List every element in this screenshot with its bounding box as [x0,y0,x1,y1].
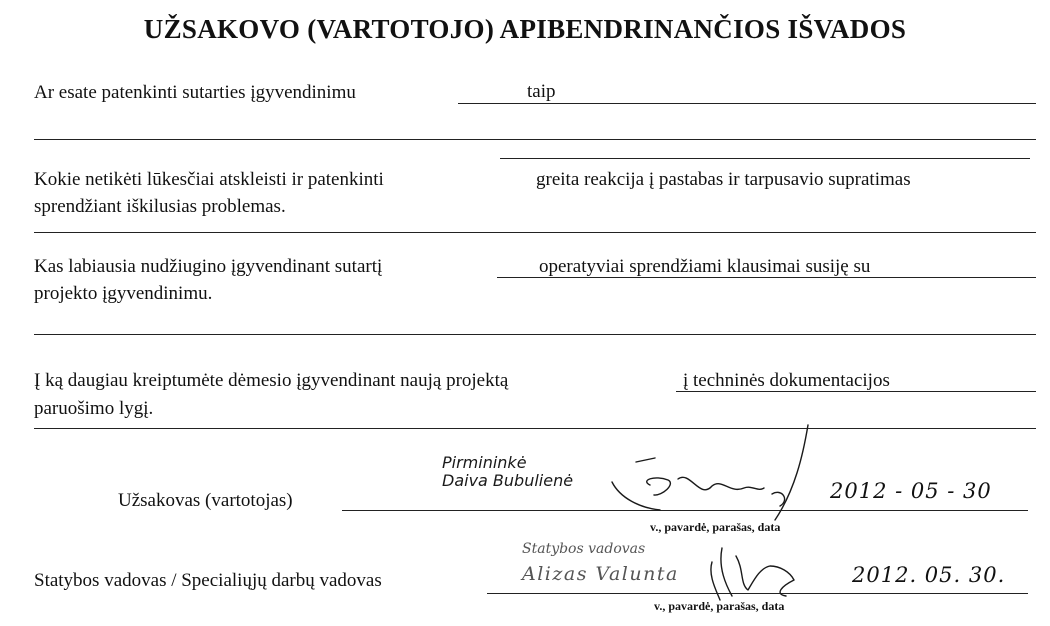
sig2-stamp-name: Alizas Valunta [522,563,679,585]
q3-label-line1: Kas labiausia nudžiugino įgyvendinant sutartį [34,256,383,277]
sig2-caption: v., pavardė, parašas, data [654,599,785,613]
sig1-stamp-role: Pirmininkė [442,453,527,472]
q1-label: Ar esate patenkinti sutarties įgyvendinimu [34,82,356,103]
sig2-date: 2012. 05. 30. [852,563,1006,587]
q2-label-line2: sprendžiant iškilusias problemas. [34,196,286,217]
sig1-caption: v., pavardė, parašas, data [650,520,781,534]
sig2-stamp-role: Statybos vadovas [522,541,646,557]
q2-answer: greita reakcija į pastabas ir tarpusavio supratimas [536,169,911,190]
q3-label-line2: projekto įgyvendinimu. [34,283,213,304]
q3-answer: operatyviai sprendžiami klausimai susiję su [539,256,871,277]
q4-label-line1: Į ką daugiau kreiptumėte dėmesio įgyvendinant naują projektą [34,370,509,391]
sig1-label: Užsakovas (vartotojas) [118,490,293,511]
page-title: UŽSAKOVO (VARTOTOJO) APIBENDRINANČIOS IŠVADOS [143,14,907,44]
sig1-stamp-name: Daiva Bubulienė [442,471,574,490]
sig2-label: Statybos vadovas / Specialiųjų darbų vadovas [34,570,382,591]
q1-answer: taip [527,81,556,102]
pen-dash [636,458,655,462]
signature-2 [711,548,794,600]
q4-answer: į techninės dokumentacijos [683,370,890,391]
sig1-date: 2012 - 05 - 30 [830,479,992,503]
signature-1 [612,477,785,510]
q2-label-line1: Kokie netikėti lūkesčiai atskleisti ir patenkinti [34,169,384,190]
q4-label-line2: paruošimo lygį. [34,398,154,419]
